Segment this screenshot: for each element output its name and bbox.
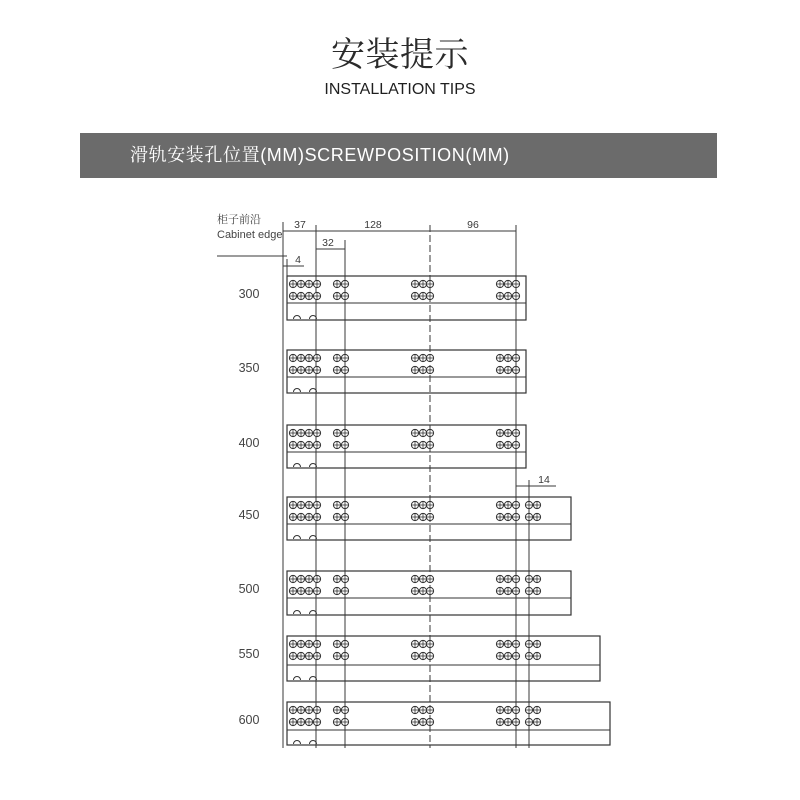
screw-hole [411, 292, 418, 299]
screw-hole [313, 706, 320, 713]
screw-hole [504, 587, 511, 594]
screw-hole [333, 441, 340, 448]
screw-hole [289, 575, 296, 582]
screw-hole [419, 280, 426, 287]
rail-outline [287, 276, 526, 320]
screw-hole [525, 652, 532, 659]
slide-rail [239, 702, 610, 745]
screw-hole [533, 587, 540, 594]
screw-hole [333, 292, 340, 299]
screw-hole [305, 354, 312, 361]
screw-hole [504, 706, 511, 713]
rail-notch [310, 741, 317, 744]
screw-hole [289, 441, 296, 448]
screw-hole [419, 587, 426, 594]
dimension-label-128: 128 [364, 219, 382, 231]
screw-hole [333, 501, 340, 508]
screw-hole [313, 441, 320, 448]
screw-hole [533, 706, 540, 713]
screw-hole [289, 718, 296, 725]
screw-hole [411, 366, 418, 373]
screw-hole [496, 441, 503, 448]
screw-hole [297, 640, 304, 647]
screw-hole [289, 706, 296, 713]
screw-hole [496, 292, 503, 299]
screw-hole [496, 640, 503, 647]
screw-hole [504, 640, 511, 647]
screw-hole [512, 366, 519, 373]
rail-outline [287, 425, 526, 468]
screw-hole [305, 575, 312, 582]
screw-hole [333, 652, 340, 659]
rail-length-label: 350 [238, 361, 260, 375]
screw-hole [512, 718, 519, 725]
screw-hole [289, 501, 296, 508]
screw-hole [426, 292, 433, 299]
screw-hole [496, 652, 503, 659]
dimension-label-32: 32 [322, 237, 334, 249]
screw-hole [411, 501, 418, 508]
screw-hole [419, 718, 426, 725]
screw-hole [426, 429, 433, 436]
screw-hole [333, 513, 340, 520]
slide-rail [239, 571, 571, 615]
screw-hole [297, 429, 304, 436]
screw-hole [313, 513, 320, 520]
screw-hole [333, 366, 340, 373]
screw-hole [512, 292, 519, 299]
screw-hole [289, 587, 296, 594]
screw-hole [533, 652, 540, 659]
screw-hole [411, 575, 418, 582]
slide-rail [239, 636, 600, 681]
screw-hole [496, 587, 503, 594]
rail-outline [287, 350, 526, 393]
screw-hole [289, 429, 296, 436]
screw-hole [496, 575, 503, 582]
screw-hole [504, 280, 511, 287]
screw-hole [533, 640, 540, 647]
screw-hole [313, 640, 320, 647]
screw-hole [411, 441, 418, 448]
screw-hole [341, 652, 348, 659]
screw-hole [533, 513, 540, 520]
screw-hole [341, 575, 348, 582]
screw-hole [525, 718, 532, 725]
screw-hole [297, 280, 304, 287]
screw-hole [426, 587, 433, 594]
screw-hole [289, 652, 296, 659]
section-banner-text: 滑轨安装孔位置(MM)SCREWPOSITION(MM) [130, 145, 510, 165]
screw-hole [297, 501, 304, 508]
screw-hole [341, 718, 348, 725]
screw-hole [525, 640, 532, 647]
screw-hole [426, 652, 433, 659]
screw-hole [305, 640, 312, 647]
screw-hole [512, 706, 519, 713]
rail-notch [294, 741, 301, 744]
rail-notch [294, 611, 301, 615]
screw-hole [411, 280, 418, 287]
screw-hole [289, 366, 296, 373]
dimension-label-37: 37 [294, 219, 306, 231]
dimension-label-4: 4 [295, 254, 301, 266]
screw-hole [305, 513, 312, 520]
screw-hole [305, 501, 312, 508]
screw-hole [313, 280, 320, 287]
screw-hole [512, 429, 519, 436]
screw-hole [313, 429, 320, 436]
screw-hole [504, 575, 511, 582]
screw-hole [411, 652, 418, 659]
cabinet-edge-label-cn: 柜子前沿 [217, 214, 261, 226]
slide-rail [239, 425, 526, 468]
screw-hole [525, 501, 532, 508]
screw-hole [533, 718, 540, 725]
screw-hole [305, 652, 312, 659]
screw-hole [297, 292, 304, 299]
screw-hole [411, 354, 418, 361]
screw-hole [426, 513, 433, 520]
screw-hole [313, 587, 320, 594]
screw-hole [305, 292, 312, 299]
screw-hole [419, 575, 426, 582]
screw-hole [525, 706, 532, 713]
slide-rail [239, 497, 571, 540]
screw-hole [297, 652, 304, 659]
screw-hole [289, 640, 296, 647]
rail-length-label: 500 [238, 582, 260, 596]
screw-hole [426, 441, 433, 448]
screw-hole [504, 501, 511, 508]
screw-hole [297, 706, 304, 713]
screw-hole [504, 652, 511, 659]
screw-hole [496, 706, 503, 713]
screw-hole [533, 501, 540, 508]
screw-hole [504, 292, 511, 299]
screw-hole [297, 366, 304, 373]
screw-hole [512, 575, 519, 582]
screw-hole [333, 718, 340, 725]
screw-hole [333, 587, 340, 594]
screw-hole [333, 640, 340, 647]
screw-hole [496, 513, 503, 520]
rail-length-label: 450 [238, 508, 260, 522]
screw-hole [525, 587, 532, 594]
screw-hole [341, 441, 348, 448]
screw-hole [419, 640, 426, 647]
screw-hole [496, 501, 503, 508]
screw-hole [313, 575, 320, 582]
screw-hole [411, 718, 418, 725]
screw-hole [533, 575, 540, 582]
screw-hole [305, 718, 312, 725]
screw-hole [512, 587, 519, 594]
screw-hole [289, 513, 296, 520]
screw-hole [297, 718, 304, 725]
screw-hole [333, 706, 340, 713]
slide-rails [239, 276, 610, 745]
screw-hole [313, 366, 320, 373]
screw-hole [313, 354, 320, 361]
screw-hole [426, 354, 433, 361]
rail-notch [294, 389, 301, 392]
screw-hole [333, 575, 340, 582]
screw-hole [419, 513, 426, 520]
rail-notch [294, 677, 301, 681]
page-subtitle: INSTALLATION TIPS [324, 81, 476, 98]
screw-hole [426, 706, 433, 713]
screw-hole [426, 501, 433, 508]
screw-hole [313, 292, 320, 299]
page-title: 安装提示 [331, 35, 469, 75]
screw-hole [419, 706, 426, 713]
screw-hole [426, 575, 433, 582]
screw-hole [512, 441, 519, 448]
slide-rail [239, 350, 526, 393]
screw-hole [496, 718, 503, 725]
screw-hole [504, 354, 511, 361]
screw-hole [525, 575, 532, 582]
screw-hole [297, 513, 304, 520]
screw-hole [333, 280, 340, 287]
rail-notch [310, 677, 317, 681]
rail-length-label: 300 [238, 287, 260, 301]
rail-notch [310, 464, 317, 468]
screw-hole [411, 640, 418, 647]
screw-hole [419, 441, 426, 448]
screw-hole [297, 441, 304, 448]
screw-hole [313, 652, 320, 659]
screw-hole [525, 513, 532, 520]
screw-hole [496, 366, 503, 373]
screw-hole [305, 280, 312, 287]
screw-hole [341, 366, 348, 373]
screw-hole [504, 441, 511, 448]
screw-hole [341, 280, 348, 287]
screw-hole [297, 354, 304, 361]
screw-hole [426, 280, 433, 287]
screw-hole [341, 292, 348, 299]
screw-hole [341, 501, 348, 508]
screw-hole [313, 718, 320, 725]
screw-hole [333, 354, 340, 361]
screw-hole [504, 513, 511, 520]
screw-hole [512, 501, 519, 508]
screw-hole [305, 587, 312, 594]
screw-hole [341, 354, 348, 361]
screw-hole [504, 718, 511, 725]
screw-hole [341, 587, 348, 594]
screw-hole [419, 354, 426, 361]
screw-hole [512, 354, 519, 361]
screw-hole [496, 280, 503, 287]
dimension-label-14: 14 [538, 474, 550, 486]
screw-hole [512, 280, 519, 287]
screw-hole [411, 513, 418, 520]
rail-notch [310, 611, 317, 615]
rail-notch [310, 316, 317, 320]
screw-hole [426, 366, 433, 373]
screw-hole [305, 366, 312, 373]
screw-hole [419, 292, 426, 299]
screw-hole [512, 652, 519, 659]
dimension-label-96: 96 [467, 219, 479, 231]
screw-hole [411, 587, 418, 594]
rail-length-label: 400 [238, 436, 260, 450]
rail-notch [294, 536, 301, 540]
screw-hole [419, 652, 426, 659]
screw-hole [512, 640, 519, 647]
screw-hole [297, 587, 304, 594]
screw-hole [289, 280, 296, 287]
screw-hole [496, 354, 503, 361]
screw-hole [426, 640, 433, 647]
screw-hole [341, 640, 348, 647]
screw-hole [305, 706, 312, 713]
screw-hole [419, 429, 426, 436]
screw-hole [305, 429, 312, 436]
screw-hole [305, 441, 312, 448]
rail-notch [310, 389, 317, 392]
screw-hole [333, 429, 340, 436]
screw-hole [313, 501, 320, 508]
rail-notch [294, 464, 301, 468]
rail-notch [310, 536, 317, 540]
screw-hole [341, 513, 348, 520]
screw-hole [504, 366, 511, 373]
screw-hole [504, 429, 511, 436]
rail-notch [294, 316, 301, 320]
rail-length-label: 600 [238, 713, 260, 727]
cabinet-edge-label-en: Cabinet edge [217, 229, 283, 241]
rail-length-label: 550 [238, 647, 260, 661]
screw-hole [426, 718, 433, 725]
screw-hole [419, 501, 426, 508]
screw-hole [496, 429, 503, 436]
slide-rail [239, 276, 526, 320]
screw-hole [419, 366, 426, 373]
screw-hole [411, 706, 418, 713]
screw-hole [289, 354, 296, 361]
screw-hole [341, 706, 348, 713]
screw-hole [512, 513, 519, 520]
screw-hole [341, 429, 348, 436]
screw-hole [411, 429, 418, 436]
screw-hole [289, 292, 296, 299]
screw-hole [297, 575, 304, 582]
